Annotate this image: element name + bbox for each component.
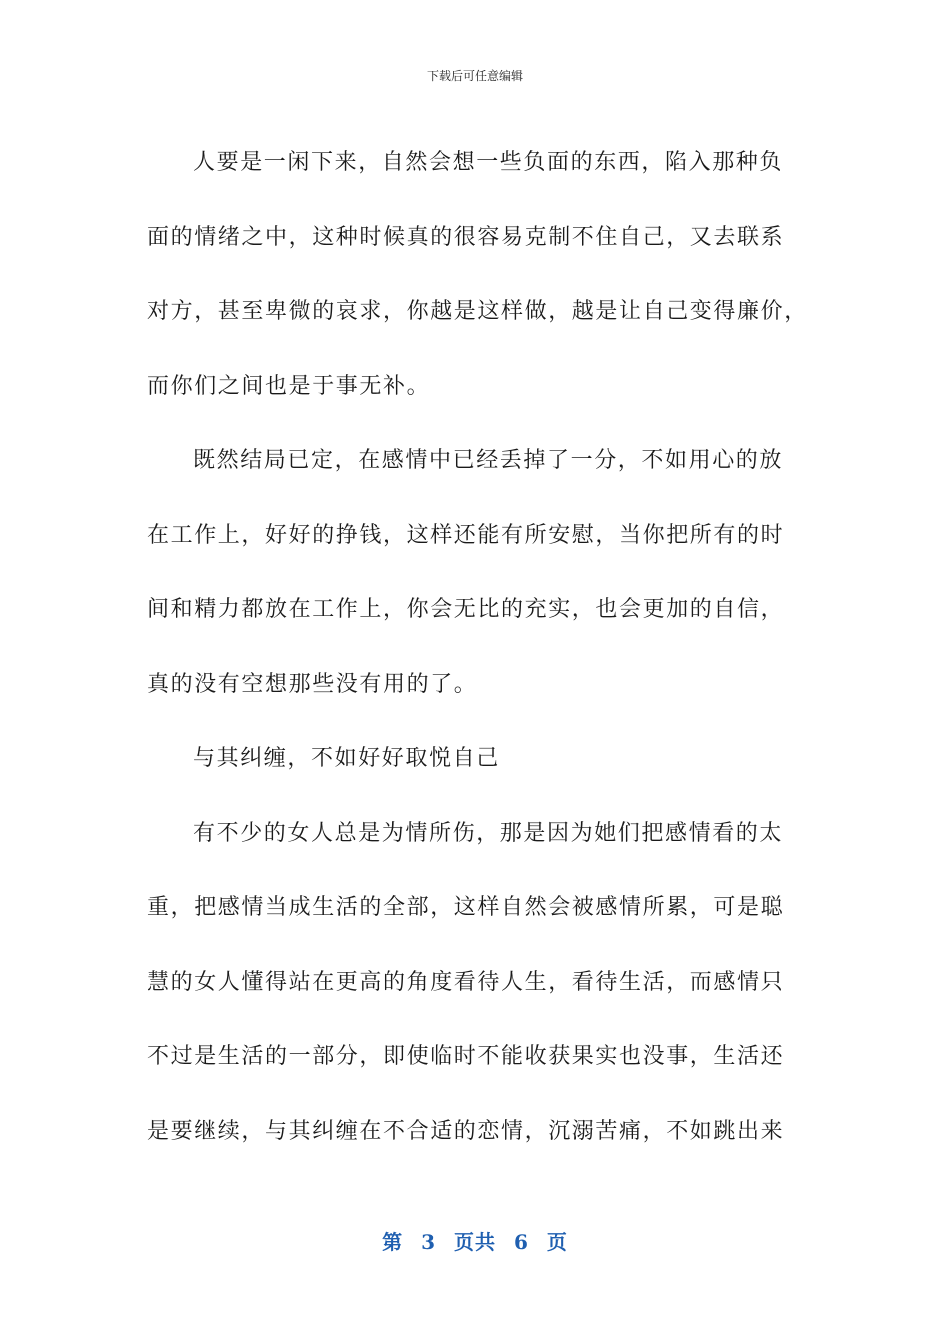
paragraph-line: 间和精力都放在工作上，你会无比的充实，也会更加的自信， — [147, 597, 785, 622]
paragraph-line: 对方，甚至卑微的哀求，你越是这样做，越是让自己变得廉价， — [147, 299, 808, 324]
footer-label-end: 页 — [546, 1230, 568, 1254]
footer-label-page: 第 — [382, 1230, 404, 1254]
footer-total-pages: 6 — [514, 1230, 529, 1254]
paragraph-line: 而你们之间也是于事无补。 — [147, 373, 431, 399]
paragraph-line: 有不少的女人总是为情所伤，那是因为她们把感情看的太 — [193, 820, 784, 846]
paragraph-line: 面的情绪之中，这种时候真的很容易克制不住自己，又去联系 — [147, 224, 785, 250]
paragraph-line: 不过是生活的一部分，即使临时不能收获果实也没事，生活还 — [147, 1044, 785, 1069]
paragraph-line: 重，把感情当成生活的全部，这样自然会被感情所累，可是聪 — [147, 895, 785, 920]
paragraph-line: 人要是一闲下来，自然会想一些负面的东西，陷入那种负 — [193, 150, 784, 175]
paragraph-line: 慧的女人懂得站在更高的角度看待人生，看待生活，而感情只 — [147, 969, 785, 995]
paragraph-line: 真的没有空想那些没有用的了。 — [147, 671, 478, 697]
page-footer — [0, 1226, 950, 1255]
header-note: 下载后可任意编辑 — [426, 69, 523, 83]
paragraph-line: 是要继续，与其纠缠在不合适的恋情，沉溺苦痛，不如跳出来 — [147, 1118, 785, 1144]
paragraph-line: 在工作上，好好的挣钱，这样还能有所安慰，当你把所有的时 — [147, 522, 785, 548]
body-text — [147, 126, 807, 1169]
footer-label-of: 页共 — [454, 1230, 496, 1254]
footer-current-page: 3 — [421, 1230, 436, 1254]
section-heading: 与其纠缠，不如好好取悦自己 — [193, 746, 500, 771]
paragraph-line: 既然结局已定，在感情中已经丢掉了一分，不如用心的放 — [193, 448, 784, 473]
